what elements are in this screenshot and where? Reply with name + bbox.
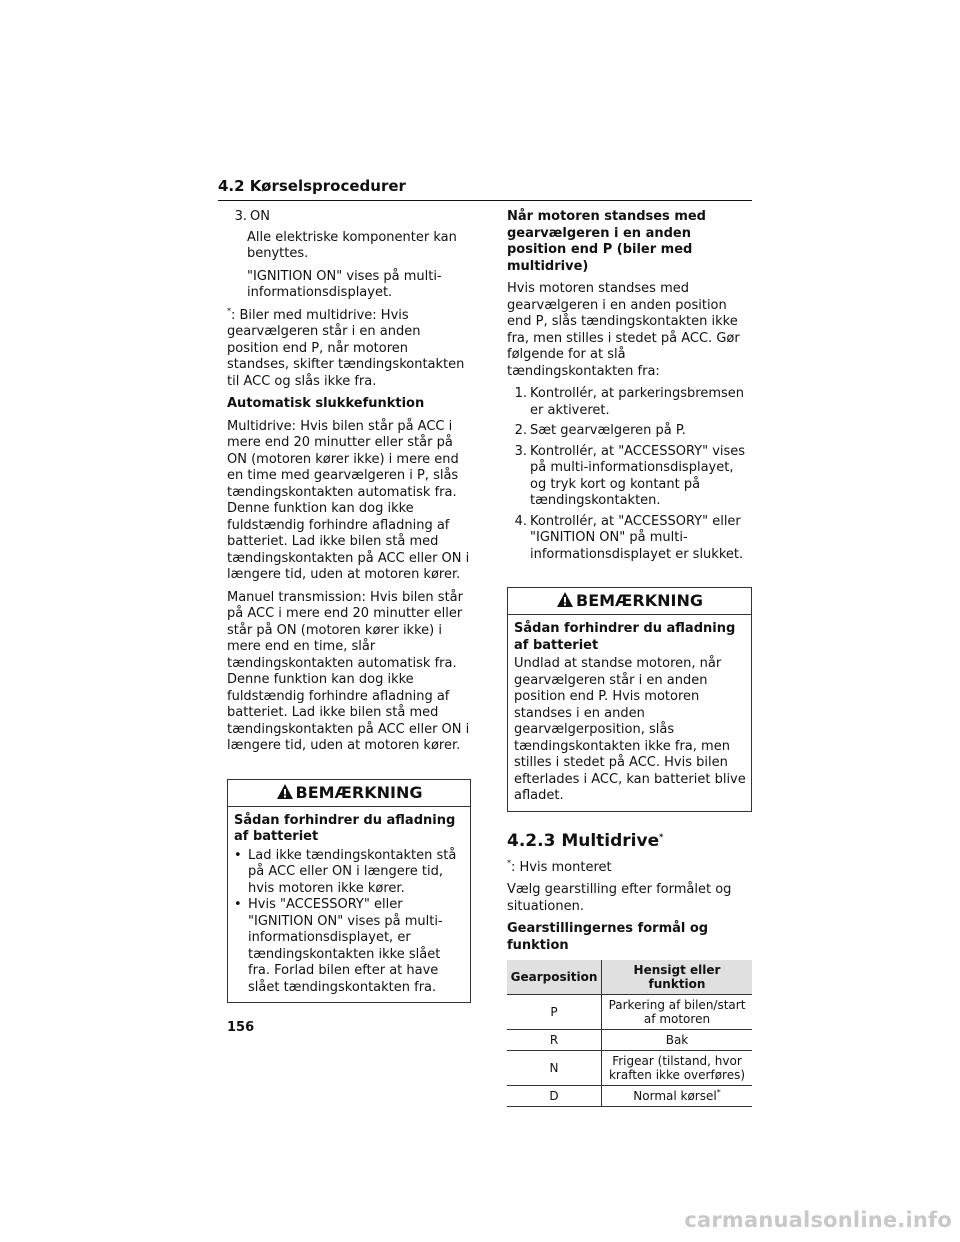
list-number: 3. (514, 443, 527, 459)
function-cell: Bak (602, 1030, 753, 1051)
note-text: : Hvis monteret (511, 859, 612, 875)
note-star: * (507, 858, 511, 868)
table-header-row (507, 960, 752, 995)
notice-header (228, 780, 470, 807)
list-text: Kontrollér, at "ACCESSORY" vises på multi-informationsdisplayet, og tryk kort og kontant på tændingskontakten. (530, 443, 746, 508)
list-item (507, 514, 752, 564)
list-number: 1. (514, 386, 527, 401)
right-column (507, 209, 752, 1107)
auto-off-heading: Automatisk slukkefunktion (227, 396, 425, 411)
notice-title: BEMÆRKNING (295, 782, 423, 802)
section-header: 4.2 Kørselsprocedurer (218, 177, 406, 195)
table-title: Gearstillingernes formål og funktion (507, 921, 709, 953)
page-number: 156 (227, 1020, 255, 1035)
notice-box (507, 587, 752, 812)
section-title-text: 4.2.3 Multidrive (507, 830, 660, 851)
stop-heading: Når motoren standses med gearvælgeren i en anden position end P (biler med multidrive) (507, 209, 706, 274)
list-text: Sæt gearvælgeren på P. (530, 423, 686, 438)
footnote-star: * (227, 306, 231, 316)
function-cell (602, 1086, 753, 1107)
footnote-text: : Biler med multidrive: Hvis gearvælgeren står i en anden position end P, når motoren standses, skifter tændingskontakten til ACC og slås ikke fra. (227, 307, 465, 389)
list-text: ON (250, 209, 270, 224)
notice-heading: Sådan forhindrer du afladning af batteriet (514, 621, 736, 653)
watermark: carmanualsonline.info (684, 1208, 952, 1232)
bullet-text: Lad ikke tændingskontakten stå på ACC eller ON i længere tid, hvis motoren ikke kører. (248, 847, 457, 896)
bullet-text: Hvis "ACCESSORY" eller "IGNITION ON" vises på multi-informationsdisplayet, er tændingskontakten ikke slået fra. Forlad bilen efter at have slået tændingskontakten fra. (248, 897, 443, 995)
notice-body (508, 615, 751, 811)
list-number: 2. (514, 423, 527, 438)
table-header-function: Hensigt eller funktion (602, 960, 753, 995)
table-row (507, 995, 752, 1030)
section-title (507, 830, 752, 852)
list-item (507, 423, 752, 440)
function-cell: Frigear (tilstand, hvor kraften ikke overføres) (602, 1051, 753, 1086)
gear-cell: N (507, 1051, 602, 1086)
table-row (507, 1051, 752, 1086)
gear-cell: D (507, 1086, 602, 1107)
function-cell: Parkering af bilen/start af motoren (602, 995, 753, 1030)
notice-heading: Sådan forhindrer du afladning af batteriet (234, 812, 456, 844)
header-rule (218, 200, 752, 201)
stop-intro: Hvis motoren standses med gearvælgeren i en anden position end P, slås tændingskontakten ikke fra, men stilles i stedet på ACC. Gør følgende for at slå tændingskontakten fra: (507, 281, 740, 379)
notice-header (508, 588, 751, 615)
gear-cell: P (507, 995, 602, 1030)
notice-bullet (234, 848, 466, 898)
if-equipped-note (507, 860, 752, 877)
item3-paragraph-1: Alle elektriske komponenter kan benyttes. (247, 229, 457, 261)
list-text: Kontrollér, at parkeringsbremsen er aktiveret. (530, 386, 745, 418)
footnote (227, 308, 471, 391)
list-text: Kontrollér, at "ACCESSORY" eller "IGNITION ON" på multi-informationsdisplayet er slukket. (530, 513, 744, 562)
notice-title: BEMÆRKNING (576, 591, 703, 610)
auto-off-paragraph-2: Manuel transmission: Hvis bilen står på ACC i mere end 20 minutter eller står på ON (motoren kører ikke) i mere end en time, slår tændingskontakten automatisk fra. Denne funktion kan dog ikke fuldstændig forhindre afladning af batteriet. Lad ikke bilen stå med tændingskontakten på ACC eller ON i længere tid, uden at motoren kører. (227, 589, 470, 753)
bullet-icon: • (234, 897, 242, 912)
notice-box (227, 779, 471, 1004)
table-row (507, 1030, 752, 1051)
warning-icon (556, 591, 574, 608)
gear-cell: R (507, 1030, 602, 1051)
auto-off-paragraph-1: Multidrive: Hvis bilen står på ACC i mere end 20 minutter eller står på ON (motoren kører ikke) i mere end en time med gearvælgeren i P, slås tændingskontakten automatisk fra. Denne funktion kan dog ikke fuldstændig forhindre afladning af batteriet. Lad ikke bilen stå med tændingskontakten på ACC eller ON i længere tid, uden at motoren kører. (227, 418, 470, 582)
item3-paragraph-2: "IGNITION ON" vises på multi-informationsdisplayet. (247, 268, 442, 300)
list-item-3 (227, 209, 471, 226)
warning-icon (276, 783, 294, 800)
gear-table (507, 960, 752, 1107)
table-header-gear: Gearposition (507, 960, 602, 995)
bullet-icon: • (234, 847, 242, 863)
notice-body (228, 807, 470, 1003)
list-item (507, 386, 752, 419)
left-column (227, 209, 471, 1013)
table-row (507, 1086, 752, 1107)
notice-text: Undlad at standse motoren, når gearvælgeren står i en anden position end P. Hvis motoren standses i en anden gearvælgerposition, slås tændingskontakten ikke fra, men stilles i stedet på ACC. Hvis bilen efterlades i ACC, kan batteriet blive afladet. (514, 656, 746, 803)
function-text: Normal kørsel (633, 1089, 717, 1103)
list-number: 3. (234, 209, 247, 224)
select-paragraph: Vælg gearstilling efter formålet og situationen. (507, 882, 732, 914)
list-item (507, 444, 752, 510)
list-number: 4. (514, 513, 527, 529)
function-star: * (716, 1088, 721, 1097)
notice-bullet (234, 897, 466, 996)
section-title-star: * (659, 831, 664, 841)
